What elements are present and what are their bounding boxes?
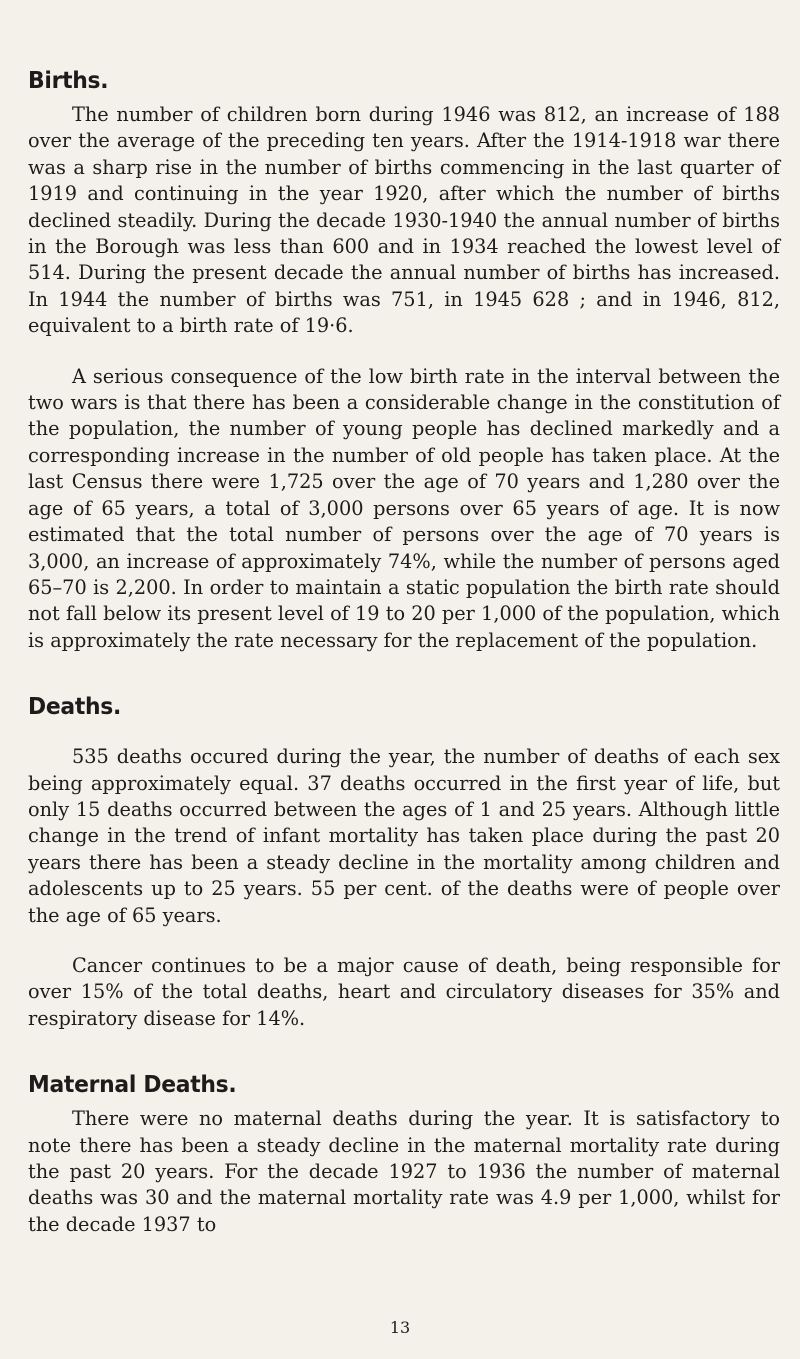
births-section xyxy=(28,68,780,654)
deaths-paragraph-1: 535 deaths occured during the year, the number of deaths of each sex being approximately equal. 37 deaths occurred in the first year of life, but only 15 deaths occurred between the ages of 1 and 25 years. Although little change in the trend of infant mortality has taken place during the past 20 years there has been a steady decline in the mortality among children and adolescents up to 25 years. 55 per cent. of the deaths were of people over the age of 65 years. xyxy=(28,745,780,927)
maternal-deaths-heading: Maternal Deaths. xyxy=(28,1072,237,1099)
deaths-section xyxy=(28,694,780,1032)
deaths-paragraph-2: Cancer continues to be a major cause of death, being responsible for over 15% of the total deaths, heart and circulatory diseases for 35% and respiratory disease for 14%. xyxy=(28,953,780,1030)
maternal-deaths-section xyxy=(28,1072,780,1238)
births-paragraph-1: The number of children born during 1946 was 812, an increase of 188 over the average of the preceding ten years. After the 1914-1918 war there was a sharp rise in the number of births commencing in the last quarter of 1919 and continuing in the year 1920, after which the number of births declined steadily. During the decade 1930-1940 the annual number of births in the Borough was less than 600 and in 1934 reached the lowest level of 514. During the present decade the annual number of births has increased. In 1944 the number of births was 751, in 1945 628 ; and in 1946, 812, equivalent to a birth rate of 19·6. xyxy=(28,103,780,338)
document-page xyxy=(28,68,780,1238)
page-number: 13 xyxy=(389,1318,411,1337)
births-heading: Births. xyxy=(28,68,109,94)
maternal-deaths-paragraph-1: There were no maternal deaths during the year. It is satisfactory to note there has been a steady decline in the maternal mortality rate during the past 20 years. For the decade 1927 to 1936 the number of maternal deaths was 30 and the maternal mortality rate was 4.9 per 1,000, whilst for the decade 1937 to xyxy=(28,1107,780,1236)
deaths-heading: Deaths. xyxy=(28,694,122,721)
births-paragraph-2: A serious consequence of the low birth rate in the interval between the two wars is that there has been a considerable change in the constitution of the population, the number of young people has declined markedly and a corresponding increase in the number of old people has taken place. At the last Census there were 1,725 over the age of 70 years and 1,280 over the age of 65 years, a total of 3,000 persons over 65 years of age. It is now estimated that the total number of persons over the age of 70 years is 3,000, an increase of approximately 74%, while the number of persons aged 65–70 is 2,200. In order to maintain a static population the birth rate should not fall below its present level of 19 to 20 per 1,000 of the population, which is approximately the rate necessary for the replacement of the population. xyxy=(28,364,780,652)
